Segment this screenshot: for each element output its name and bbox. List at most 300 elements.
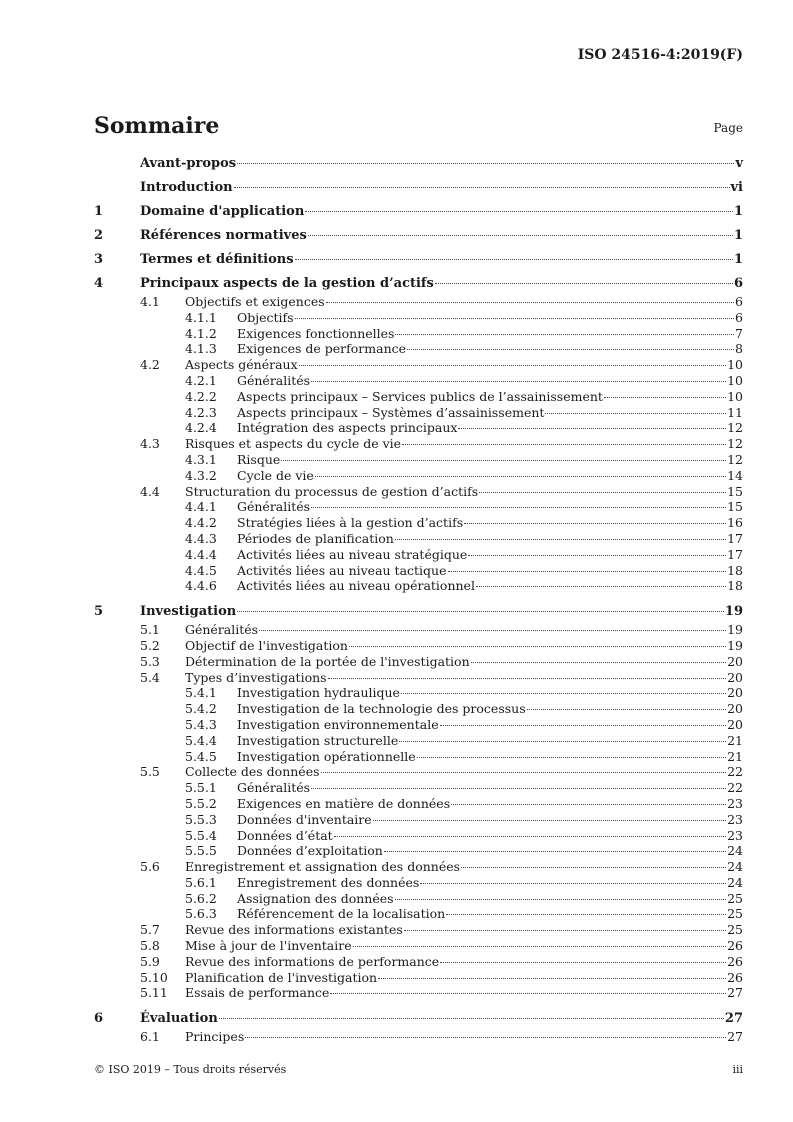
toc-entry-line [185,1029,743,1044]
toc-entry[interactable] [94,294,743,310]
toc-entry-label: Types d’investigations [185,669,327,685]
toc-entry-label: Introduction [140,180,233,195]
toc-entry-number: 4.1 [140,294,160,309]
toc-entry-label: Investigation hydraulique [237,685,400,701]
toc-entry[interactable] [94,685,743,701]
toc-entry-line [237,499,743,514]
toc-entry-number: 4.3 [140,436,160,452]
title-row [94,113,743,143]
toc-entry-line [237,563,743,578]
toc-entry[interactable] [94,654,743,670]
toc-entry-page: 27 [724,1011,743,1027]
toc-entry-line [237,420,743,435]
dot-leader [219,1018,724,1019]
dot-leader [237,611,724,612]
toc-entry-line [185,938,743,953]
toc-entry[interactable] [94,828,743,844]
toc-entry-label: Généralités [237,780,311,796]
toc-entry[interactable] [94,341,743,357]
toc-entry-number: 5.5.2 [185,795,217,811]
toc-entry-line [140,156,743,171]
toc-entry[interactable] [94,452,743,468]
toc-entry-number: 5.6 [140,859,160,875]
toc-entry-line [185,859,743,874]
toc-entry-number: 5.4 [140,669,160,685]
toc-entry[interactable] [94,578,743,594]
toc-entry-label: Activités liées au niveau tactique [237,562,447,578]
toc-entry-label: Stratégies liées à la gestion d’actifs [237,515,464,531]
toc-entry-line [237,547,743,562]
toc-entry[interactable] [94,638,743,654]
toc-entry-number: 4.4.3 [185,530,217,546]
dot-leader [349,646,726,647]
toc-entry[interactable] [94,1011,743,1029]
toc-entry-number: 5.5.5 [185,843,217,859]
toc-entry-line [140,1011,743,1026]
toc-entry-line [237,891,743,906]
toc-entry-line [140,252,743,267]
dot-leader [407,349,734,350]
dot-leader [417,757,726,758]
toc-entry[interactable] [94,922,743,938]
toc-entry-number: 4 [94,276,104,291]
toc-entry-label: Objectifs [237,309,294,325]
dot-leader [476,586,726,587]
toc-entry-line [237,452,743,467]
toc-entry-line [237,717,743,732]
toc-entry[interactable] [94,604,743,622]
toc-entry-line [237,531,743,546]
toc-entry-line [185,670,743,685]
toc-entry-number: 2 [94,228,104,243]
toc-entry-number: 5.4.4 [185,732,217,748]
toc-entry-page: vi [730,180,743,195]
toc-entry[interactable] [94,812,743,828]
dot-leader [353,946,726,947]
toc-entry-line [237,875,743,890]
dot-leader [334,836,726,837]
dot-leader [604,397,726,398]
toc-entry-page: 18 [727,578,743,594]
dot-leader [373,820,726,821]
toc-entry-page: 16 [727,515,743,531]
toc-entry[interactable] [94,420,743,436]
toc-entry-label: Investigation environnementale [237,716,439,732]
toc-entry-page: 15 [727,483,743,499]
dot-leader [545,413,726,414]
toc-entry-label: Exigences en matière de données [237,795,451,811]
toc-entry-line [237,310,743,325]
toc-entry[interactable] [94,326,743,342]
toc-entry-number: 5.4.2 [185,701,217,717]
toc-entry-page: 22 [727,780,743,796]
toc-entry-label: Évaluation [140,1011,218,1027]
dot-leader [448,571,727,572]
toc-entry-page: 8 [735,341,743,357]
toc-entry[interactable] [94,468,743,484]
page-column-label: Page [713,121,743,135]
toc-entry-label: Détermination de la portée de l'investigation [185,653,470,669]
toc-entry-line [237,796,743,811]
toc-entry-page: 23 [727,795,743,811]
dot-leader [446,914,726,915]
toc-entry-number: 5.7 [140,922,160,938]
dot-leader [311,507,726,508]
dot-leader [451,804,726,805]
toc-entry[interactable] [94,436,743,452]
toc-entry[interactable] [94,954,743,970]
toc-entry-number: 4.1.1 [185,309,217,325]
toc-entry-number: 4.3.1 [185,451,217,467]
toc-entry-line [237,468,743,483]
toc-entry-number: 1 [94,204,104,219]
toc-entry[interactable] [94,563,743,579]
toc-entry-page: 26 [727,938,743,954]
toc-entry-label: Investigation de la technologie des processus [237,701,526,717]
toc-entry-label: Généralités [237,372,311,388]
toc-entry-page: 19 [724,604,743,620]
toc-entry-label: Aspects principaux – Systèmes d’assainissement [237,404,545,420]
dot-leader [440,725,727,726]
toc-entry[interactable] [94,796,743,812]
toc-entry-page: 12 [727,451,743,467]
dot-leader [295,259,733,260]
dot-leader [435,283,733,284]
toc-entry-line [237,389,743,404]
dot-leader [245,1037,726,1038]
toc-entry[interactable] [94,749,743,765]
toc-entry-page: 22 [727,764,743,780]
toc-entry-number: 5.2 [140,637,160,653]
dot-leader [321,772,727,773]
toc-entry-number: 5.6.2 [185,890,217,906]
toc-entry-line [185,985,743,1000]
toc-entry[interactable] [94,622,743,638]
toc-entry-number: 5.3 [140,653,160,669]
toc-entry-label: Exigences de performance [237,341,407,357]
toc-entry-line [237,515,743,530]
toc-entry-page: 18 [727,562,743,578]
dot-leader [315,476,726,477]
toc-entry-number: 5.8 [140,938,160,954]
dot-leader [440,962,726,963]
dot-leader [259,630,726,631]
toc-entry-page: 20 [727,653,743,669]
toc-entry-page: 26 [727,969,743,985]
toc-entry-page: 1 [733,252,743,267]
footer-page-number: iii [732,1063,743,1076]
toc-entry-label: Investigation [140,604,237,620]
toc-entry-label: Planification de l'investigation [185,969,378,985]
dot-leader [527,709,726,710]
toc-entry[interactable] [94,228,743,246]
toc-entry[interactable] [94,276,743,294]
toc-entry[interactable] [94,373,743,389]
toc-entry-page: 20 [727,685,743,701]
toc-entry-number: 5.6.1 [185,874,217,890]
toc-entry[interactable] [94,717,743,733]
toc-entry-label: Mise à jour de l'inventaire [185,938,352,954]
dot-leader [308,235,733,236]
toc-entry[interactable] [94,531,743,547]
toc-entry-label: Revue des informations existantes [185,922,403,938]
toc-entry-page: 6 [735,309,743,325]
toc-entry-page: 10 [727,357,743,373]
toc-entry-line [237,685,743,700]
toc-entry-number: 4.4.2 [185,515,217,531]
toc-entry-label: Objectifs et exigences [185,294,325,309]
toc-entry[interactable] [94,875,743,891]
toc-entry[interactable] [94,764,743,780]
toc-entry[interactable] [94,701,743,717]
toc-entry[interactable] [94,780,743,796]
toc-entry-page: 24 [727,859,743,875]
toc-entry-line [237,906,743,921]
toc-entry-page: 26 [727,953,743,969]
toc-entry[interactable] [94,357,743,373]
toc-entry[interactable] [94,843,743,859]
table-of-contents [94,156,743,1045]
toc-entry-label: Risques et aspects du cycle de vie [185,436,402,452]
toc-entry-line [237,843,743,858]
toc-entry-page: 27 [727,985,743,1001]
footer-copyright: © ISO 2019 – Tous droits réservés [94,1063,287,1076]
toc-entry-page: 17 [727,546,743,562]
toc-entry-line [237,578,743,593]
toc-entry-page: 11 [727,404,743,420]
toc-entry-number: 4.2.1 [185,372,217,388]
toc-entry-page: 24 [727,874,743,890]
toc-entry-line [237,828,743,843]
toc-entry-label: Principaux aspects de la gestion d’actifs [140,276,434,291]
toc-entry[interactable] [94,156,743,174]
toc-entry-page: 15 [727,499,743,515]
toc-entry-label: Cycle de vie [237,467,314,483]
toc-entry-number: 5.5 [140,764,160,780]
toc-entry-page: 1 [733,204,743,219]
toc-entry-line [237,341,743,356]
toc-entry[interactable] [94,906,743,922]
toc-entry-line [237,780,743,795]
toc-entry-line [237,373,743,388]
toc-entry-line [185,484,743,499]
toc-entry-number: 4.2.3 [185,404,217,420]
toc-entry-line [185,954,743,969]
toc-entry-line [140,204,743,219]
toc-entry-page: 21 [727,748,743,764]
toc-entry-line [185,970,743,985]
dot-leader [461,867,726,868]
toc-entry-label: Périodes de planification [237,530,394,546]
toc-entry-number: 4.1.2 [185,325,217,341]
toc-entry-line [237,749,743,764]
toc-entry-line [185,294,743,309]
toc-entry[interactable] [94,547,743,563]
toc-entry-line [140,604,743,619]
toc-entry[interactable] [94,204,743,222]
toc-entry-line [185,764,743,779]
dot-leader [464,523,726,524]
toc-entry[interactable] [94,484,743,500]
toc-entry-page: 19 [727,622,743,638]
toc-entry-number: 5.4.5 [185,748,217,764]
toc-entry-page: 10 [727,388,743,404]
toc-entry-label: Intégration des aspects principaux [237,420,458,436]
toc-entry[interactable] [94,670,743,686]
toc-entry-page: 23 [727,827,743,843]
toc-entry-line [237,326,743,341]
toc-entry-page: 6 [733,276,743,291]
toc-entry-number: 6.1 [140,1029,160,1045]
toc-entry-label: Données d’exploitation [237,843,383,859]
toc-entry-number: 5.4.3 [185,716,217,732]
toc-entry-page: 10 [727,372,743,388]
toc-entry-number: 5.5.3 [185,811,217,827]
dot-leader [395,539,726,540]
toc-entry-number: 4.2.2 [185,388,217,404]
toc-entry-label: Enregistrement et assignation des données [185,859,461,875]
toc-entry[interactable] [94,515,743,531]
toc-entry-page: 27 [727,1029,743,1045]
dot-leader [328,678,727,679]
toc-entry-label: Références normatives [140,228,307,243]
toc-entry-line [237,701,743,716]
toc-entry-label: Aspects généraux [185,357,298,373]
toc-entry-page: v [735,156,743,171]
toc-entry[interactable] [94,180,743,198]
toc-entry-line [140,228,743,243]
dot-leader [420,883,726,884]
toc-entry-page: 6 [735,294,743,309]
toc-entry[interactable] [94,985,743,1001]
toc-entry[interactable] [94,405,743,421]
toc-entry-line [185,922,743,937]
dot-leader [399,741,726,742]
dot-leader [395,899,727,900]
toc-entry-line [237,733,743,748]
toc-entry-number: 4.4.5 [185,562,217,578]
dot-leader [311,381,726,382]
toc-entry-page: 7 [735,325,743,341]
dot-leader [404,930,726,931]
toc-entry-number: 5.9 [140,953,160,969]
dot-leader [295,318,734,319]
toc-entry-page: 20 [727,716,743,732]
toc-entry-label: Données d’état [237,827,333,843]
toc-entry-number: 4.4 [140,483,160,499]
toc-entry[interactable] [94,1029,743,1045]
dot-leader [326,302,734,303]
toc-entry-label: Assignation des données [237,890,394,906]
toc-entry-number: 5.11 [140,985,168,1001]
page-header: ISO 24516-4:2019(F) [577,47,743,63]
toc-entry-number: 4.3.2 [185,467,217,483]
toc-entry-line [185,622,743,637]
toc-entry-line [237,405,743,420]
dot-leader [401,693,726,694]
toc-entry-line [185,654,743,669]
dot-leader [479,492,726,493]
toc-entry-page: 21 [727,732,743,748]
toc-entry-number: 4.4.1 [185,499,217,515]
toc-entry-page: 24 [727,843,743,859]
toc-entry[interactable] [94,859,743,875]
toc-entry-page: 12 [727,436,743,452]
toc-entry-label: Principes [185,1029,245,1045]
toc-entry-number: 4.2.4 [185,420,217,436]
toc-entry[interactable] [94,499,743,515]
toc-entry-label: Généralités [237,499,311,515]
toc-entry-page: 17 [727,530,743,546]
toc-entry-label: Structuration du processus de gestion d’actifs [185,483,479,499]
toc-entry-number: 6 [94,1011,104,1027]
toc-entry[interactable] [94,389,743,405]
toc-entry[interactable] [94,310,743,326]
toc-entry-label: Domaine d'application [140,204,305,219]
toc-entry-page: 25 [727,906,743,922]
toc-entry-label: Activités liées au niveau stratégique [237,546,468,562]
toc-entry-line [185,357,743,372]
toc-entry-page: 14 [727,467,743,483]
dot-leader [402,444,726,445]
dot-leader [458,428,726,429]
toc-entry-page: 1 [733,228,743,243]
dot-leader [234,187,730,188]
toc-entry-label: Revue des informations de performance [185,953,440,969]
toc-entry-page: 20 [727,701,743,717]
toc-entry-label: Termes et définitions [140,252,294,267]
toc-entry-number: 5 [94,604,104,620]
toc-entry-label: Essais de performance [185,985,330,1001]
dot-leader [384,851,726,852]
toc-entry-page: 25 [727,922,743,938]
toc-entry-page: 12 [727,420,743,436]
toc-entry-label: Activités liées au niveau opérationnel [237,578,475,594]
toc-entry-label: Données d'inventaire [237,811,372,827]
toc-entry-number: 5.10 [140,969,168,985]
toc-entry-number: 3 [94,252,104,267]
toc-entry-number: 5.4.1 [185,685,217,701]
toc-entry-label: Collecte des données [185,764,320,780]
toc-entry-line [140,276,743,291]
toc-entry-page: 23 [727,811,743,827]
toc-entry-number: 5.5.1 [185,780,217,796]
toc-entry-label: Objectif de l'investigation [185,637,348,653]
toc-entry-line [185,436,743,451]
toc-entry[interactable] [94,252,743,270]
toc-entry-number: 4.2 [140,357,160,373]
toc-entry-number: 5.1 [140,622,160,638]
dot-leader [281,460,726,461]
toc-entry-line [140,180,743,195]
toc-entry[interactable] [94,733,743,749]
dot-leader [299,365,726,366]
dot-leader [378,978,726,979]
toc-entry-label: Investigation structurelle [237,732,399,748]
toc-entry-line [185,638,743,653]
toc-entry-label: Aspects principaux – Services publics de l’assainissement [237,388,603,404]
toc-entry-number: 5.5.4 [185,827,217,843]
toc-entry[interactable] [94,938,743,954]
toc-entry-label: Généralités [185,622,259,638]
toc-entry-page: 20 [727,669,743,685]
toc-entry-page: 19 [727,637,743,653]
toc-entry-label: Référencement de la localisation [237,906,446,922]
toc-entry[interactable] [94,970,743,986]
dot-leader [395,334,734,335]
toc-entry[interactable] [94,891,743,907]
page-title: Sommaire [94,113,220,139]
